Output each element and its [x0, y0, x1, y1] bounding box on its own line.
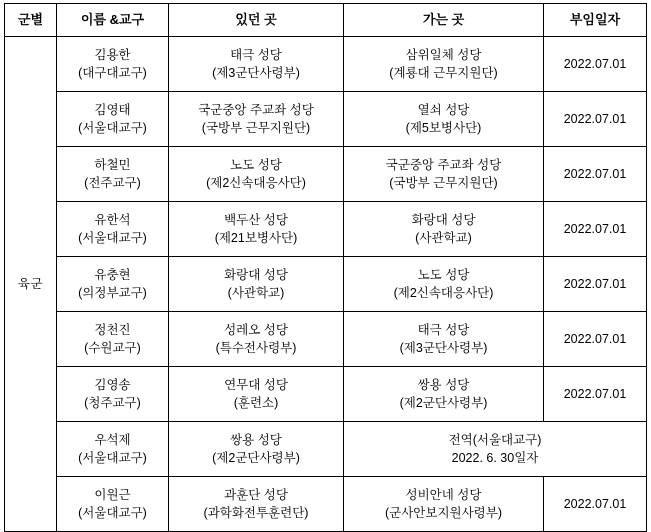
assignment-table — [4, 3, 647, 532]
previous-post-cell — [169, 477, 344, 532]
start-date-cell: 2022.07.01 — [544, 147, 647, 202]
table-header-row — [5, 4, 647, 37]
start-date-cell: 2022.07.01 — [544, 477, 647, 532]
table-body — [5, 37, 647, 532]
start-date-cell: 2022.07.01 — [544, 257, 647, 312]
previous-post-cell-primary: 연무대 성당 — [224, 377, 288, 392]
table-row — [5, 37, 647, 92]
previous-post-cell-primary: 태극 성당 — [230, 47, 282, 62]
table-header — [5, 4, 647, 37]
column-header-start-date: 부임일자 — [544, 4, 647, 37]
new-post-cell — [344, 37, 544, 92]
new-post-cell — [344, 202, 544, 257]
name-diocese-cell — [57, 37, 169, 92]
new-post-cell-primary: 화랑대 성당 — [411, 212, 476, 227]
new-post-cell — [344, 257, 544, 312]
new-post-cell-primary: 삼위일체 성당 — [405, 47, 482, 62]
table-row — [5, 147, 647, 202]
branch-cell: 육군 — [5, 37, 57, 532]
table-row — [5, 477, 647, 532]
new-post-cell-primary: 쌍용 성당 — [417, 377, 470, 392]
previous-post-cell-secondary: (훈련소) — [233, 396, 279, 410]
previous-post-cell — [169, 367, 344, 422]
new-post-cell-secondary: (제3군단사령부) — [399, 341, 488, 355]
new-post-cell — [344, 367, 544, 422]
previous-post-cell-primary: 쌍용 성당 — [230, 432, 282, 447]
name-diocese-cell-primary: 정천진 — [94, 322, 131, 337]
previous-post-cell — [169, 422, 344, 477]
name-diocese-cell-secondary: (서울대교구) — [78, 506, 147, 520]
new-post-cell-secondary: (제2군단사령부) — [399, 396, 488, 410]
new-post-cell — [344, 92, 544, 147]
start-date-cell: 2022.07.01 — [544, 92, 647, 147]
name-diocese-cell — [57, 367, 169, 422]
name-diocese-cell-secondary: (서울대교구) — [78, 121, 147, 135]
table-row — [5, 257, 647, 312]
previous-post-cell-primary: 과훈단 성당 — [224, 487, 288, 502]
previous-post-cell-primary: 백두산 성당 — [224, 212, 288, 227]
new-post-cell-secondary: (제5보병사단) — [405, 121, 482, 135]
previous-post-cell-secondary: (제2군단사령부) — [212, 451, 300, 465]
previous-post-cell-secondary: (제3군단사령부) — [212, 66, 300, 80]
name-diocese-cell-primary: 하철민 — [94, 157, 131, 172]
name-diocese-cell-primary: 유충현 — [94, 267, 131, 282]
previous-post-cell — [169, 257, 344, 312]
name-diocese-cell — [57, 477, 169, 532]
column-header-previous-post: 있던 곳 — [169, 4, 344, 37]
start-date-cell: 2022.07.01 — [544, 37, 647, 92]
column-header-new-post: 가는 곳 — [344, 4, 544, 37]
start-date-cell: 2022.07.01 — [544, 202, 647, 257]
previous-post-cell-secondary: (제2신속대응사단) — [206, 176, 306, 190]
name-diocese-cell-primary: 유한석 — [94, 212, 131, 227]
previous-post-cell-primary: 노도 성당 — [230, 157, 282, 172]
name-diocese-cell-primary: 이원근 — [94, 487, 131, 502]
name-diocese-cell-secondary: (청주교구) — [84, 396, 141, 410]
name-diocese-cell-secondary: (대구대교구) — [78, 66, 147, 80]
new-post-cell-secondary: (군사안보지원사령부) — [384, 506, 502, 520]
previous-post-cell-primary: 화랑대 성당 — [224, 267, 288, 282]
previous-post-cell-secondary: (사관학교) — [227, 286, 285, 300]
name-diocese-cell — [57, 202, 169, 257]
new-post-cell — [344, 477, 544, 532]
new-post-cell-secondary: (국방부 근무지원단) — [389, 176, 498, 190]
previous-post-cell-primary: 성레오 성당 — [224, 322, 288, 337]
previous-post-cell-secondary: (제21보병사단) — [214, 231, 298, 245]
start-date-cell: 2022.07.01 — [544, 312, 647, 367]
column-header-name-diocese: 이름 &교구 — [57, 4, 169, 37]
previous-post-cell — [169, 312, 344, 367]
previous-post-cell — [169, 37, 344, 92]
new-post-cell-primary: 전역(서울대교구) — [448, 432, 542, 447]
name-diocese-cell-primary: 김용한 — [94, 47, 131, 62]
new-post-cell-secondary: (계룡대 근무지원단) — [389, 66, 498, 80]
new-post-cell-primary: 열쇠 성당 — [417, 102, 470, 117]
table-row — [5, 202, 647, 257]
previous-post-cell-primary: 국군중앙 주교좌 성당 — [198, 102, 314, 117]
name-diocese-cell-secondary: (의정부교구) — [78, 286, 147, 300]
name-diocese-cell-primary: 김영송 — [94, 377, 131, 392]
new-post-cell-secondary: (제2신속대응사단) — [393, 286, 494, 300]
previous-post-cell — [169, 202, 344, 257]
start-date-cell: 2022.07.01 — [544, 367, 647, 422]
new-post-cell — [344, 147, 544, 202]
name-diocese-cell-primary: 김영태 — [94, 102, 131, 117]
name-diocese-cell — [57, 257, 169, 312]
new-post-cell-primary: 성비안네 성당 — [405, 487, 482, 502]
new-post-cell-primary: 국군중앙 주교좌 성당 — [385, 157, 502, 172]
name-diocese-cell-secondary: (수원교구) — [84, 341, 141, 355]
name-diocese-cell — [57, 312, 169, 367]
name-diocese-cell — [57, 422, 169, 477]
new-post-cell — [344, 422, 647, 477]
previous-post-cell-secondary: (특수전사령부) — [215, 341, 297, 355]
table-row — [5, 422, 647, 477]
new-post-cell-secondary: 2022. 6. 30일자 — [451, 451, 539, 465]
previous-post-cell — [169, 147, 344, 202]
new-post-cell — [344, 312, 544, 367]
name-diocese-cell-secondary: (서울대교구) — [78, 451, 147, 465]
new-post-cell-secondary: (사관학교) — [415, 231, 472, 245]
name-diocese-cell — [57, 147, 169, 202]
table-row — [5, 367, 647, 422]
table-row — [5, 312, 647, 367]
column-header-branch: 군별 — [5, 4, 57, 37]
new-post-cell-primary: 태극 성당 — [417, 322, 470, 337]
previous-post-cell — [169, 92, 344, 147]
name-diocese-cell-secondary: (전주교구) — [84, 176, 141, 190]
previous-post-cell-secondary: (국방부 근무지원단) — [201, 121, 311, 135]
name-diocese-cell-secondary: (서울대교구) — [78, 231, 147, 245]
table-row — [5, 92, 647, 147]
name-diocese-cell — [57, 92, 169, 147]
name-diocese-cell-primary: 우석제 — [94, 432, 131, 447]
previous-post-cell-secondary: (과학화전투훈련단) — [203, 506, 309, 520]
new-post-cell-primary: 노도 성당 — [417, 267, 470, 282]
